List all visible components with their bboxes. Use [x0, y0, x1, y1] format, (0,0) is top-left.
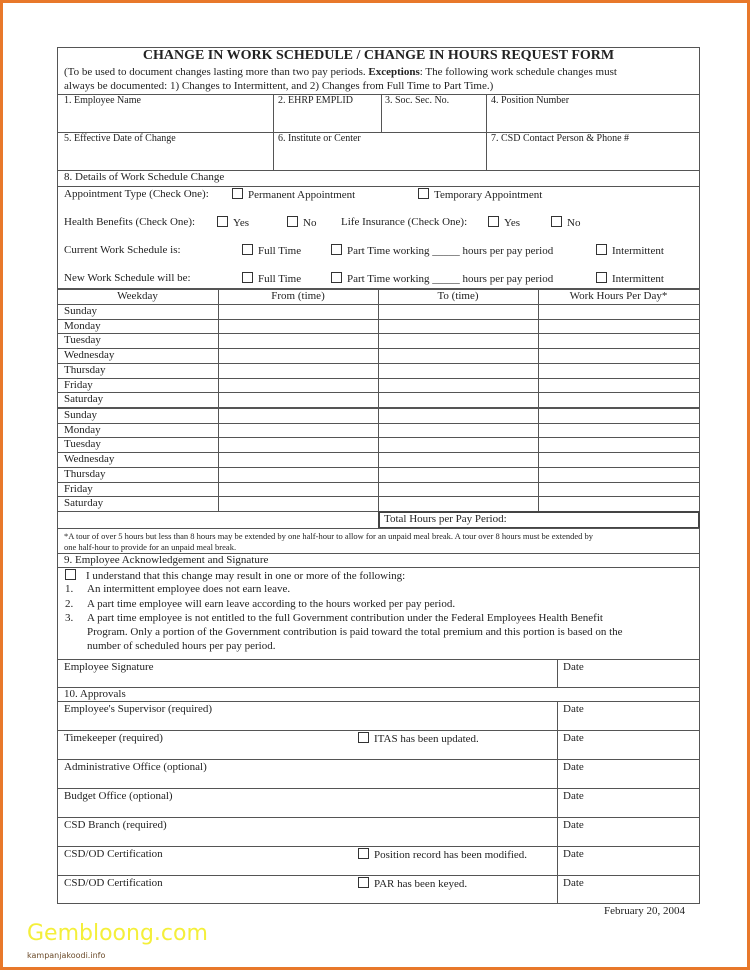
time-cell[interactable] — [539, 408, 699, 423]
appointment-type-label: Appointment Type (Check One): — [64, 188, 209, 200]
form-title: CHANGE IN WORK SCHEDULE / CHANGE IN HOURS REQUEST FORM — [142, 48, 615, 63]
checkbox-icon — [358, 732, 369, 743]
time-cell[interactable] — [379, 482, 537, 497]
time-cell[interactable] — [219, 467, 377, 482]
checkbox-icon — [65, 569, 76, 580]
time-cell[interactable] — [539, 319, 699, 334]
border — [57, 903, 700, 904]
time-cell[interactable] — [219, 392, 377, 407]
time-cell[interactable] — [379, 496, 537, 511]
time-cell[interactable] — [379, 363, 537, 378]
time-cell[interactable] — [379, 437, 537, 452]
approval-label[interactable]: CSD Branch (required) — [64, 819, 167, 831]
column-divider — [378, 288, 379, 511]
weekday-cell: Sunday — [64, 409, 97, 421]
time-cell[interactable] — [219, 408, 377, 423]
time-cell[interactable] — [219, 363, 377, 378]
new-full-time-checkbox[interactable]: Full Time — [242, 272, 301, 285]
row-divider — [57, 186, 700, 187]
weekday-cell: Thursday — [64, 363, 106, 376]
section-9-heading: 9. Employee Acknowledgement and Signature — [64, 554, 269, 566]
date-divider — [557, 730, 558, 759]
weekday-cell: Tuesday — [64, 438, 101, 451]
time-cell[interactable] — [219, 304, 377, 319]
time-cell[interactable] — [539, 482, 699, 497]
total-hours-label: Total Hours per Pay Period: — [384, 513, 507, 525]
time-cell[interactable] — [539, 467, 699, 482]
approval-checkbox[interactable]: PAR has been keyed. — [358, 877, 467, 890]
intro-line-1: (To be used to document changes lasting more than two pay periods. Exceptions: The following work schedule changes must — [64, 66, 617, 78]
checkbox-icon — [418, 188, 429, 199]
position-number-field[interactable]: 4. Position Number — [491, 95, 570, 106]
approval-date-field[interactable]: Date — [563, 819, 584, 831]
institute-field[interactable]: 6. Institute or Center — [278, 133, 361, 144]
current-full-time-checkbox[interactable]: Full Time — [242, 244, 301, 257]
approval-label[interactable]: Budget Office (optional) — [64, 790, 173, 802]
row-divider — [57, 567, 700, 568]
time-cell[interactable] — [539, 378, 699, 393]
checkbox-icon — [242, 244, 253, 255]
time-cell[interactable] — [219, 378, 377, 393]
health-benefits-label: Health Benefits (Check One): — [64, 216, 196, 228]
watermark-logo: Gembloong.com — [27, 921, 208, 946]
checkbox-icon — [596, 244, 607, 255]
row-divider — [57, 687, 700, 688]
checkbox-icon — [488, 216, 499, 227]
row-divider — [57, 817, 700, 818]
border — [699, 47, 700, 903]
checkbox-icon — [232, 188, 243, 199]
employee-name-field[interactable]: 1. Employee Name — [64, 95, 141, 106]
checkbox-icon — [331, 244, 342, 255]
time-cell[interactable] — [539, 496, 699, 511]
employee-signature-field[interactable]: Employee Signature — [64, 661, 154, 673]
time-cell[interactable] — [539, 304, 699, 319]
ack-item-3-line-2: Program. Only a portion of the Government contribution is paid toward the total premium and this portion is based on the — [87, 626, 623, 638]
weekday-cell: Wednesday — [64, 349, 115, 362]
approval-date-field[interactable]: Date — [563, 848, 584, 860]
ack-item-3: 3. A part time employee is not entitled to the full Government contribution under the Federal Employees Health Benefit — [65, 612, 603, 624]
header-weekday: Weekday — [117, 290, 158, 302]
time-cell[interactable] — [539, 363, 699, 378]
health-no-checkbox[interactable]: No — [287, 216, 316, 229]
date-divider — [557, 701, 558, 730]
approval-checkbox[interactable]: ITAS has been updated. — [358, 732, 479, 745]
time-cell[interactable] — [379, 319, 537, 334]
watermark-small: kampanjakoodi.info — [27, 951, 106, 960]
header-hours: Work Hours Per Day* — [569, 290, 668, 302]
checkbox-icon — [217, 216, 228, 227]
time-cell[interactable] — [379, 333, 537, 348]
intro-line-2: always be documented: 1) Changes to Intermittent, and 2) Changes from Full Time to Part Time.) — [64, 80, 494, 92]
new-intermittent-checkbox[interactable]: Intermittent — [596, 272, 664, 285]
weekday-cell: Monday — [64, 319, 101, 332]
approval-date-field[interactable]: Date — [563, 877, 584, 889]
date-divider — [557, 659, 558, 687]
health-yes-checkbox[interactable]: Yes — [217, 216, 249, 229]
permanent-appointment-checkbox[interactable]: Permanent Appointment — [232, 188, 355, 201]
time-cell[interactable] — [219, 496, 377, 511]
life-insurance-label: Life Insurance (Check One): — [341, 216, 468, 228]
footnote-line-2: one half-hour to provide for an unpaid meal break. — [64, 542, 237, 552]
time-cell[interactable] — [219, 482, 377, 497]
time-cell[interactable] — [219, 333, 377, 348]
row-divider — [57, 846, 700, 847]
date-divider — [557, 788, 558, 817]
ack-item-1: 1. An intermittent employee does not earn leave. — [65, 583, 291, 595]
row-divider — [57, 528, 700, 529]
row-divider — [57, 701, 700, 702]
approval-date-field[interactable]: Date — [563, 761, 584, 773]
border — [57, 47, 58, 903]
ack-item-2: 2. A part time employee will earn leave according to the hours worked per pay period. — [65, 598, 456, 610]
row-divider — [57, 659, 700, 660]
column-divider — [486, 94, 487, 170]
column-divider — [218, 288, 219, 511]
approval-label[interactable]: Employee's Supervisor (required) — [64, 703, 212, 715]
weekday-cell: Saturday — [64, 393, 104, 406]
time-cell[interactable] — [379, 348, 537, 363]
approval-date-field[interactable]: Date — [563, 732, 584, 744]
new-schedule-label: New Work Schedule will be: — [64, 272, 191, 284]
time-cell[interactable] — [219, 319, 377, 334]
effective-date-field[interactable]: 5. Effective Date of Change — [64, 133, 176, 144]
checkbox-icon — [551, 216, 562, 227]
row-divider — [57, 730, 700, 731]
life-no-checkbox[interactable]: No — [551, 216, 580, 229]
ehrp-emplid-field[interactable]: 2. EHRP EMPLID — [278, 95, 353, 106]
section-10-heading: 10. Approvals — [64, 688, 126, 700]
approval-date-field[interactable]: Date — [563, 703, 584, 715]
approval-label[interactable]: Timekeeper (required) — [64, 732, 163, 744]
employee-date-field[interactable]: Date — [563, 661, 584, 673]
time-cell[interactable] — [379, 423, 537, 438]
new-part-time-checkbox[interactable]: Part Time working _____ hours per pay period — [331, 272, 553, 285]
time-cell[interactable] — [379, 408, 537, 423]
approval-label[interactable]: CSD/OD Certification — [64, 848, 163, 860]
current-schedule-label: Current Work Schedule is: — [64, 244, 181, 256]
current-part-time-checkbox[interactable]: Part Time working _____ hours per pay period — [331, 244, 553, 257]
date-divider — [557, 846, 558, 875]
weekday-cell: Wednesday — [64, 453, 115, 466]
column-divider — [538, 288, 539, 511]
time-cell[interactable] — [539, 437, 699, 452]
current-intermittent-checkbox[interactable]: Intermittent — [596, 244, 664, 257]
approval-date-field[interactable]: Date — [563, 790, 584, 802]
acknowledge-checkbox[interactable]: I understand that this change may result in one or more of the following: — [65, 569, 405, 582]
weekday-cell: Saturday — [64, 497, 104, 510]
section-8-heading: 8. Details of Work Schedule Change — [64, 171, 225, 183]
weekday-cell: Monday — [64, 423, 101, 436]
time-cell[interactable] — [539, 392, 699, 407]
checkbox-icon — [331, 272, 342, 283]
row-divider — [57, 759, 700, 760]
time-cell[interactable] — [539, 333, 699, 348]
row-divider — [57, 788, 700, 789]
time-cell[interactable] — [219, 423, 377, 438]
time-cell[interactable] — [379, 378, 537, 393]
header-to: To (time) — [437, 290, 479, 302]
column-divider — [273, 94, 274, 170]
checkbox-icon — [287, 216, 298, 227]
temporary-appointment-checkbox[interactable]: Temporary Appointment — [418, 188, 542, 201]
header-from: From (time) — [271, 290, 325, 302]
date-divider — [557, 875, 558, 904]
weekday-cell: Friday — [64, 482, 93, 495]
life-yes-checkbox[interactable]: Yes — [488, 216, 520, 229]
date-divider — [557, 759, 558, 788]
time-cell[interactable] — [219, 437, 377, 452]
row-divider — [57, 94, 700, 95]
ssn-field[interactable]: 3. Soc. Sec. No. — [385, 95, 450, 106]
approval-label[interactable]: Administrative Office (optional) — [64, 761, 207, 773]
weekday-cell: Tuesday — [64, 334, 101, 347]
time-cell[interactable] — [539, 423, 699, 438]
date-divider — [557, 817, 558, 846]
footnote-line-1: *A tour of over 5 hours but less than 8 hours may be extended by one half-hour to allow for an unpaid meal break. A tour over 8 hours must be extended by — [64, 531, 594, 541]
time-cell[interactable] — [539, 348, 699, 363]
weekday-cell: Sunday — [64, 305, 97, 317]
column-divider — [381, 94, 382, 132]
time-cell[interactable] — [379, 304, 537, 319]
ack-item-3-line-3: number of scheduled hours per pay period. — [87, 640, 276, 652]
checkbox-icon — [242, 272, 253, 283]
time-cell[interactable] — [219, 348, 377, 363]
time-cell[interactable] — [219, 452, 377, 467]
weekday-cell: Thursday — [64, 467, 106, 480]
row-divider — [57, 875, 700, 876]
checkbox-icon — [358, 848, 369, 859]
checkbox-icon — [358, 877, 369, 888]
checkbox-icon — [596, 272, 607, 283]
approval-label[interactable]: CSD/OD Certification — [64, 877, 163, 889]
time-cell[interactable] — [379, 452, 537, 467]
time-cell[interactable] — [379, 467, 537, 482]
weekday-cell: Friday — [64, 378, 93, 391]
csd-contact-field[interactable]: 7. CSD Contact Person & Phone # — [491, 133, 630, 144]
time-cell[interactable] — [379, 392, 537, 407]
form-date: February 20, 2004 — [604, 905, 685, 917]
approval-checkbox[interactable]: Position record has been modified. — [358, 848, 527, 861]
time-cell[interactable] — [539, 452, 699, 467]
